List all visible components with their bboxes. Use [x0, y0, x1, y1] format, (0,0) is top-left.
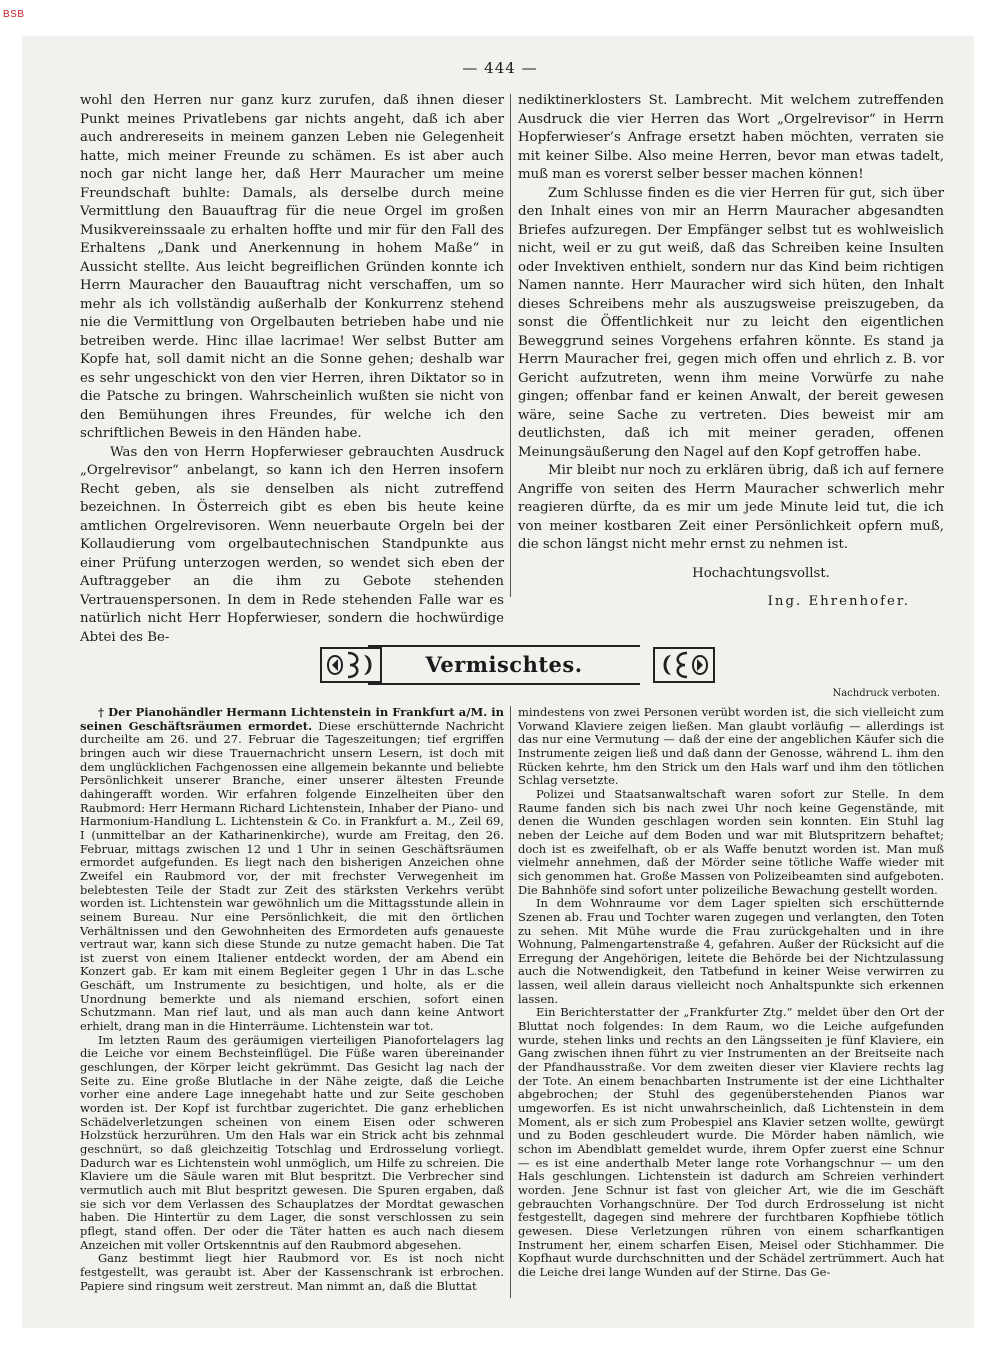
page-number: — 444 — — [462, 59, 538, 77]
article-lead: Diese erschütternde Nachricht durcheilte am 26. und 27. Februar die Tageszeitungen; tief ergriffen bringen auch wir diese Trauernachricht unsern Lesern, ist doch mit dem unglücklichen Fachgenossen eine allgemein bekannte und beliebte Persönlichkeit unserer Branche, einer unserer ältesten Freunde dahingerafft worden. Wir erfahren folgende Einzelheiten über den Raubmord: Herr Hermann Richard Lichtenstein, Inhaber der Piano- und Harmonium-Handlung L. Lichtenstein & Co. in Frankfurt a. M., Zeil 69, I (unmittelbar an der Katharinenkirche), wurde am Freitag, den 26. Februar, mittags zwischen 12 und 1 Uhr in seinen Geschäftsräumen ermordet aufgefunden. Es liegt nach den bisherigen Anzeichen ohne Zweifel ein Raubmord vor, der mit frechster Verwegenheit im belebtesten Teile der Stadt zur Zeit des stärksten Verkehrs verübt worden ist. Lichtenstein war gewöhnlich um die Mittagsstunde allein in seinem Bureau. Nur eine Persönlichkeit, die mit den örtlichen Verhältnissen und den Gewohnheiten des Ermordeten aufs genaueste vertraut war, kann sich diese Stunde zu nutze gemacht haben. Die Tat ist zuerst von einem Italiener entdeckt worden, der am Abend ein Konzert gab. Er kam mit einem Begleiter gegen 1 Uhr in das L.sche Geschäft, um Instrumente zu besichtigen, und holte, als er die Unordnung bemerkte und als niemand erschien, sofort einen Schutzmann. Man rief laut, und als man auch dann keine Antwort erhielt, drang man in die Hinterräume. Lichtenstein war tot. — [80, 718, 504, 1034]
article-right-column — [518, 706, 944, 1280]
letter-left-column — [80, 92, 504, 647]
letter-paragraph: wohl den Herren nur ganz kurz zurufen, daß ihnen dieser Punkt meines Privatlebens gar nichts angeht, daß ich aber auch andrereseits in meinem ganzen Leben nie Gelegenheit hatte, mich meiner Freunde zu schämen. Es ist aber auch noch gar nicht lange her, daß Herr Mauracher um meine Freundschaft buhlte: Damals, als derselbe durch meine Vermittlung den Bauauftrag für die neue Orgel im großen Musikvereinssaale zu erhalten hoffte und mir für den Fall des Erhaltens „Dank und Anerkennung in hohem Maße“ in Aussicht stellte. Aus leicht begreiflichen Gründen konnte ich Herrn Mauracher den Bauauftrag nicht verschaffen, um so mehr als ich vollständig außerhalb der Konkurrenz stehend nie die Vermittlung von Orgelbauten betrieben habe und nie betreiben werde. Hinc illae lacrimae! Wer selbst Butter am Kopfe hat, soll damit nicht an die Sonne gehen; deshalb war es sehr ungeschickt von den vier Herren, ihren Diktator so in die Patsche zu bringen. Wahrscheinlich wußten sie nicht von den Bemühungen ihres Freundes, für welche ich den schriftlichen Beweis in den Händen habe. — [80, 93, 504, 441]
column-divider — [510, 706, 511, 1298]
letter-closing: Hochachtungsvollst. — [692, 565, 830, 581]
article-paragraph: mindestens von zwei Personen verübt worden ist, die sich vielleicht zum Vorwand Klaviere zeigen ließen. Man glaubt vorläufig — allerdings ist das nur eine Vermutung — daß der eine der angeblichen Käufer sich die Instrumente zeigen ließ und daß dann der Genosse, während L. ihm den Rücken kehrte, hm den Strick um den Hals warf und ihm den tötlichen Schlag versetzte. — [518, 705, 944, 788]
letter-signature: Ing. Ehrenhofer. — [767, 594, 910, 609]
article-left-column — [80, 706, 504, 1293]
letter-paragraph: Was den von Herrn Hopferwieser gebrauchten Ausdruck „Orgelrevisor“ anbelangt, so kann ich den Herren insofern Recht geben, als sie denselben als nicht zutreffend bezeichnen. In Österreich gibt es eben bis heute keine amtlichen Orgelrevisoren. Wenn neuerbaute Orgeln bei der Kollaudierung vom orgelbautechnischen Standpunkte aus einer Prüfung unterzogen werden, so wendet sich eben der Auftraggeber an die ihm zu Gebote stehenden Vertrauenspersonen. In dem in Rede stehenden Falle war es natürlich nicht Herr Hopferwieser, sondern die hochwürdige Abtei des Be- — [80, 444, 504, 645]
letter-right-column — [518, 92, 944, 612]
section-banner — [320, 645, 715, 685]
letter-paragraph: Mir bleibt nur noch zu erklären übrig, daß ich auf fernere Angriffe von seiten des Herrn Mauracher schwerlich mehr reagieren dürfte, da es mir um jede Minute leid tut, die ich von meiner kostbaren Zeit einer Persönlichkeit opfern muß, die schon längst nicht mehr ernst zu nehmen ist. — [518, 463, 944, 552]
article-paragraph: Polizei und Staatsanwaltschaft waren sofort zur Stelle. In dem Raume fanden sich bis nach zwei Uhr noch keine Gegenstände, mit denen die Wunden geschlagen worden sein konnten. Ein Stuhl lag neben der Leiche auf dem Boden und war mit Blutspritzern behaftet; doch ist es zweifelhaft, ob er als Waffe benutzt worden ist. Man muß vielmehr annehmen, daß der Mörder seine tötliche Waffe wieder mit sich genommen hat. Große Massen von Polizeibeamten sind aufgeboten. Die Bahnhöfe sind sofort unter polizeiliche Bewachung gestellt worden. — [518, 786, 944, 897]
reprint-note: Nachdruck verboten. — [832, 688, 940, 699]
article-headline: † Der Pianohändler Hermann Lichtenstein in Frankfurt a/M. in seinen Geschäftsräumen ermordet. — [80, 705, 504, 733]
library-mark: BSB — [3, 9, 25, 20]
article-paragraph: In dem Wohnraume vor dem Lager spielten sich erschütternde Szenen ab. Frau und Tochter waren zugegen und verlangten, den Toten zu sehen. Mit Mühe wurde die Frau zurückgehalten und in ihre Wohnung, Palmengartenstraße 4, gefahren. Außer der Rücksicht auf die Erregung der Angehörigen, leitete die Behörde bei der Nichtzulassung auch die Notwendigkeit, den Tatbefund in keiner Weise verwirren zu lassen, weil allein daraus vielleicht noch Anhaltspunkte sich erkennen lassen. — [518, 896, 944, 1006]
article-paragraph: Ganz bestimmt liegt hier Raubmord vor. Es ist noch nicht festgestellt, was geraubt ist. Aber der Kassenschrank ist erbrochen. Papiere sind ringsum weit zerstreut. Man nimmt an, daß die Bluttat — [80, 1251, 504, 1293]
letter-paragraph: Zum Schlusse finden es die vier Herren für gut, sich über den Inhalt eines von mir an Herrn Mauracher abgesandten Briefes aufzuregen. Der Empfänger selbst tut es wohlweislich nicht, weil er zu gut weiß, daß das Schreiben keine Insulten oder Invektiven enthielt, sondern nur das Kind beim richtigen Namen nannte. Herr Mauracher wird sich hüten, den Inhalt dieses Schreibens mehr als auszugsweise preiszugeben, da sonst die Öffentlichkeit nur zu leicht den eigentlichen Beweggrund seines Vorgehens erfahren könnte. Es stand ja Herrn Mauracher frei, gegen mich offen und ehrlich z. B. vor Gericht aufzutreten, wenn ihm meine Vorwürfe zu nahe gingen; offenbar fand er keinen Anwalt, der bereit gewesen wäre, seine Sache zu vertreten. Dies beweist mir am deutlichsten, daß ich mit meiner geraden, offenen Meinungsäußerung den Nagel auf den Kopf getroffen habe. — [518, 185, 944, 460]
article-paragraph: Im letzten Raum des geräumigen vierteiligen Pianofortelagers lag die Leiche vor einem Bechsteinflügel. Die Füße waren übereinander geschlungen, der Körper leicht gekrümmt. Das Gesicht lag nach der Seite zu. Eine große Blutlache in der Nähe zeigte, daß die Leiche vorher eine andere Lage innegehabt hatte und zur Seite geschoben worden ist. Der Kopf ist furchtbar zugerichtet. Die ganz erheblichen Schädelverletzungen scheinen von einem Eisen oder schweren Holzstück herzurühren. Um den Hals war ein Strick acht bis zehnmal geschnürt, so daß gleichzeitig Totschlag und Erdrosselung vorliegt. Dadurch war es Lichtenstein wohl unmöglich, um Hilfe zu schreien. Die Klaviere um die Säule waren mit Blut bespritzt. Die Verbrecher sind vermutlich auch mit Blut bespritzt gewesen. Die Spuren ergaben, daß sie sich vor dem Verlassen des Schauplatzes der Mordtat gewaschen haben. Die Hintertür zu dem Lager, die sonst verschlossen zu sein pflegt, stand offen. Der oder die Täter hatten es auch nach diesem Anzeichen mit voller Ortskenntnis auf den Raubmord abgesehen. — [80, 1032, 504, 1252]
ornament-right-icon — [653, 645, 715, 685]
article-paragraph — [80, 706, 504, 1034]
column-divider — [510, 94, 511, 597]
article-paragraph: Ein Berichterstatter der „Frankfurter Ztg.“ meldet über den Ort der Bluttat noch folgendes: In dem Raum, wo die Leiche aufgefunden wurde, stehen links und rechts an den Längsseiten je fünf Klaviere, ein Gang zwischen ihnen führt zu vier Instrumenten an der Breitseite nach der Pfandhausstraße. Vor dem zweiten dieser vier Klaviere rechts lag der Tote. An einem benachbarten Instrumente ist der eine Lichthalter abgebrochen; der Stuhl des gegenüberstehenden Pianos war umgeworfen. Es ist nicht unwahrscheinlich, daß Lichtenstein in dem Moment, als er sich zum Probespiel ans Klavier setzen wollte, gewürgt und zu Boden geschleudert wurde. Die Mörder haben nämlich, wie schon im Abendblatt gemeldet wurde, ihrem Opfer zuerst eine Schnur — es ist eine anderthalb Meter lange rote Vorhangschnur — um den Hals geschlungen. Lichtenstein ist dadurch am Schreien verhindert worden. Jene Schnur ist fast von gleicher Art, wie die im Geschäft gebrauchten Vorhangschnüre. Der Tod durch Erdrosselung ist nicht festgestellt, dagegen sind mehrere der furchtbaren Kopfhiebe tötlich gewesen. Diese Verletzungen rühren von einem scharfkantigen Instrument her, einem scharfen Eisen, Meisel oder Stichhammer. Die Kopfhaut wurde durchschnitten und der Schädel zertrümmert. Auch hat die Leiche drei lange Wunden auf der Stirne. Das Ge- — [518, 1005, 944, 1279]
letter-paragraph: nediktinerklosters St. Lambrecht. Mit welchem zutreffenden Ausdruck die vier Herren das Wort „Orgelrevisor“ in Herrn Hopferwieser’s Anfrage ersetzt haben möchten, verraten sie mit keiner Silbe. Also meine Herren, bevor man etwas tadelt, muß man es vorerst selber besser machen können! — [518, 93, 944, 182]
section-title: Vermischtes. — [368, 645, 640, 685]
